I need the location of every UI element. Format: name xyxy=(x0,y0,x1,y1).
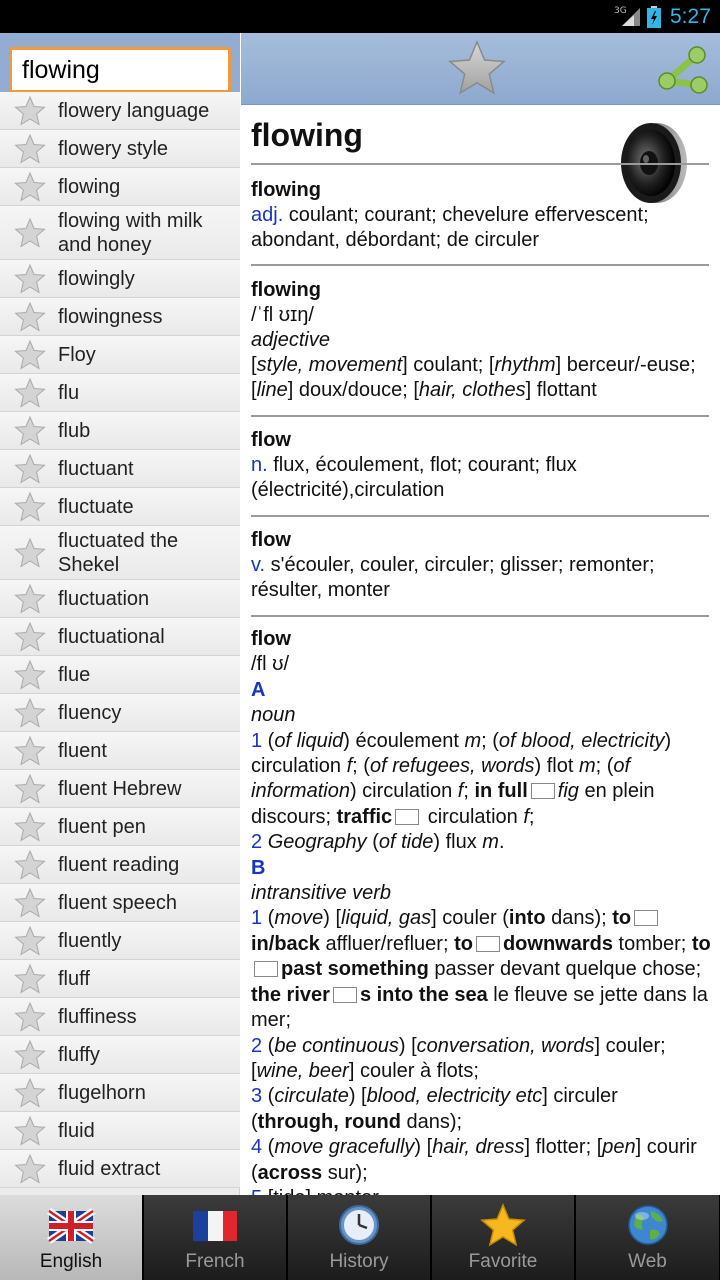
word-text: Floy xyxy=(58,343,96,366)
star-outline-icon[interactable] xyxy=(14,1115,46,1147)
word-list-item[interactable] xyxy=(0,1036,240,1074)
tab-history[interactable] xyxy=(288,1195,431,1280)
toolbar xyxy=(241,33,720,105)
word-list-item[interactable] xyxy=(0,526,240,580)
star-outline-icon[interactable] xyxy=(14,301,46,333)
tab-label: Web xyxy=(628,1251,667,1272)
word-text: flu xyxy=(58,381,80,404)
star-outline-icon[interactable] xyxy=(14,1001,46,1033)
word-list-item[interactable] xyxy=(0,732,240,770)
search-input[interactable] xyxy=(9,47,231,93)
entry-4 xyxy=(251,528,711,603)
word-list-item[interactable] xyxy=(0,808,240,846)
star-outline-icon[interactable] xyxy=(14,735,46,767)
word-list-item[interactable] xyxy=(0,168,240,206)
entry-headword: flow xyxy=(251,628,291,650)
word-text: fluid extract xyxy=(58,1157,161,1180)
word-text: flowing with milk and honey xyxy=(58,209,203,256)
star-outline-icon[interactable] xyxy=(14,773,46,805)
word-text: fluent pen xyxy=(58,815,146,838)
star-outline-icon[interactable] xyxy=(14,491,46,523)
word-list-item[interactable] xyxy=(0,694,240,732)
entry-pos: n. xyxy=(251,454,268,476)
word-list-item[interactable] xyxy=(0,618,240,656)
word-list-item[interactable] xyxy=(0,336,240,374)
star-outline-icon[interactable] xyxy=(14,1077,46,1109)
entry-2: flowing /ˈfl ʊɪŋ/ adjective [style, movement] coulant; [rhythm] berceur/-euse; [line] doux/douce; [hair, clothes] flottant xyxy=(251,278,711,403)
entry-headword: flowing xyxy=(251,279,321,301)
entry-5: flow /fl ʊ/ A noun 1 (of liquid) écoulement m; (of blood, electricity) circulation f; (of refugees, words) flot m; (of information) circulation f; in full fig en plein discours; traffic circulation f; 2 Geography (of tide) flux m. B intransitive verb 1 (move) [liquid, gas] couler (into dans); toin/back affluer/refluer; to downwards tomber; topast something passer devant quelque chose; the river s into the sea le fleuve se jette dans la mer; 2 (be continuous) [conversation, words] couler; [wine, beer] couler à flots; 3 (circulate) [blood, electricity etc] circuler (through, round dans); 4 (move gracefully) [hair, dress] flotter; [pen] courir (across sur); xyxy=(251,628,711,1184)
headword-title: flowing xyxy=(251,117,363,153)
star-outline-icon[interactable] xyxy=(14,415,46,447)
word-text: fluctuant xyxy=(58,457,134,480)
favorite-star-button[interactable] xyxy=(447,39,507,99)
divider xyxy=(251,264,709,266)
entry-text: s'écouler, couler, circuler; glisser; remonter; résulter, monter xyxy=(251,554,655,601)
entry-pronunciation: /ˈfl ʊɪŋ/ xyxy=(251,304,314,326)
word-list-item[interactable] xyxy=(0,1150,240,1188)
entry-3 xyxy=(251,428,711,503)
word-list-item[interactable] xyxy=(0,922,240,960)
clock-icon xyxy=(335,1203,383,1247)
divider xyxy=(251,163,709,165)
entry-pronunciation: /fl ʊ/ xyxy=(251,653,290,676)
star-outline-icon[interactable] xyxy=(14,1039,46,1071)
word-list-item[interactable] xyxy=(0,412,240,450)
word-list-item[interactable] xyxy=(0,884,240,922)
entry-headword: flow xyxy=(251,529,291,551)
bottom-tab-bar xyxy=(0,1195,720,1280)
star-outline-icon[interactable] xyxy=(14,811,46,843)
star-outline-icon[interactable] xyxy=(14,583,46,615)
globe-icon xyxy=(624,1203,672,1247)
word-text: flowery style xyxy=(58,137,169,160)
word-list-panel xyxy=(0,33,240,1195)
star-outline-icon[interactable] xyxy=(14,263,46,295)
word-text: fluctuational xyxy=(58,625,165,648)
word-list-item[interactable] xyxy=(0,580,240,618)
star-outline-icon[interactable] xyxy=(14,133,46,165)
tab-favorite[interactable] xyxy=(432,1195,575,1280)
word-list-item[interactable] xyxy=(0,770,240,808)
star-outline-icon[interactable] xyxy=(14,339,46,371)
clock: 5:27 xyxy=(670,5,711,28)
word-text: flowingly xyxy=(58,267,135,290)
tab-label: English xyxy=(39,1251,103,1272)
word-text: fluffiness xyxy=(58,1005,137,1028)
share-icon[interactable] xyxy=(653,41,711,97)
word-text: fluent reading xyxy=(58,853,180,876)
definition-view[interactable] xyxy=(241,105,720,1195)
word-text: flowing xyxy=(58,175,121,198)
entry-pos: intransitive verb xyxy=(251,882,392,905)
star-outline-icon[interactable] xyxy=(14,377,46,409)
star-outline-icon[interactable] xyxy=(14,925,46,957)
word-text: fluency xyxy=(58,701,122,724)
word-list-item[interactable] xyxy=(0,260,240,298)
divider xyxy=(251,515,709,517)
divider xyxy=(251,615,709,617)
star-icon xyxy=(479,1203,527,1247)
entry-text: flux, écoulement, flot; courant; flux (électricité),circulation xyxy=(251,454,577,501)
entry-text: coulant; courant; chevelure effervescent; abondant, débordant; de circuler xyxy=(251,204,649,251)
word-list-item[interactable] xyxy=(0,298,240,336)
word-text: fluff xyxy=(58,967,90,990)
word-list-item[interactable] xyxy=(0,998,240,1036)
word-text: fluctuated the Shekel xyxy=(58,529,179,576)
status-bar xyxy=(0,0,720,33)
word-list-item[interactable] xyxy=(0,374,240,412)
word-list[interactable] xyxy=(0,99,240,1195)
battery-icon xyxy=(647,6,661,28)
france-flag-icon xyxy=(191,1203,239,1247)
word-text: fluctuate xyxy=(58,495,134,518)
word-list-item[interactable] xyxy=(0,206,240,260)
word-list-item[interactable] xyxy=(0,960,240,998)
tab-web[interactable] xyxy=(576,1195,720,1280)
star-outline-icon[interactable] xyxy=(14,95,46,127)
tab-label: French xyxy=(185,1251,245,1272)
word-text: fluent xyxy=(58,739,107,762)
word-list-item[interactable] xyxy=(0,130,240,168)
tab-label: Favorite xyxy=(468,1251,538,1272)
star-outline-icon[interactable] xyxy=(14,697,46,729)
entry-headword: flow xyxy=(251,429,291,451)
word-list-item[interactable] xyxy=(0,846,240,884)
divider xyxy=(251,415,709,417)
entry-headword: flowing xyxy=(251,179,321,201)
entry-1 xyxy=(251,178,711,253)
word-text: fluid xyxy=(58,1119,95,1142)
word-text: flugelhorn xyxy=(58,1081,146,1104)
star-outline-icon[interactable] xyxy=(14,537,46,569)
word-list-item[interactable] xyxy=(0,656,240,694)
star-outline-icon[interactable] xyxy=(14,453,46,485)
star-outline-icon[interactable] xyxy=(14,887,46,919)
entry-pos: v. xyxy=(251,554,266,576)
star-outline-icon[interactable] xyxy=(14,849,46,881)
entry-pos: adj. xyxy=(251,204,284,226)
tab-label: History xyxy=(329,1251,389,1272)
star-outline-icon[interactable] xyxy=(14,621,46,653)
tab-french[interactable] xyxy=(144,1195,287,1280)
word-text: fluffy xyxy=(58,1043,100,1066)
word-text: flowery language xyxy=(58,99,210,122)
word-list-item[interactable] xyxy=(0,1074,240,1112)
star-outline-icon[interactable] xyxy=(14,1153,46,1185)
word-text: flowingness xyxy=(58,305,163,328)
word-text: fluctuation xyxy=(58,587,150,610)
word-text: flub xyxy=(58,419,91,442)
entry-pos: adjective xyxy=(251,329,330,351)
word-list-item[interactable] xyxy=(0,488,240,526)
word-text: fluent speech xyxy=(58,891,177,914)
star-outline-icon[interactable] xyxy=(14,171,46,203)
section-label: A xyxy=(251,678,266,701)
entry-pos: noun xyxy=(251,704,296,727)
uk-flag-icon xyxy=(47,1203,95,1247)
star-outline-icon[interactable] xyxy=(14,217,46,249)
network-type: 3G xyxy=(614,6,627,16)
word-text: fluent Hebrew xyxy=(58,777,182,800)
word-text: fluently xyxy=(58,929,122,952)
section-label: B xyxy=(251,856,266,879)
star-outline-icon[interactable] xyxy=(14,659,46,691)
word-list-item[interactable] xyxy=(0,92,240,130)
tab-english[interactable] xyxy=(0,1195,143,1280)
word-text: flue xyxy=(58,663,91,686)
signal-3g-icon xyxy=(614,4,642,28)
word-list-item[interactable] xyxy=(0,450,240,488)
word-list-item[interactable] xyxy=(0,1112,240,1150)
star-outline-icon[interactable] xyxy=(14,963,46,995)
